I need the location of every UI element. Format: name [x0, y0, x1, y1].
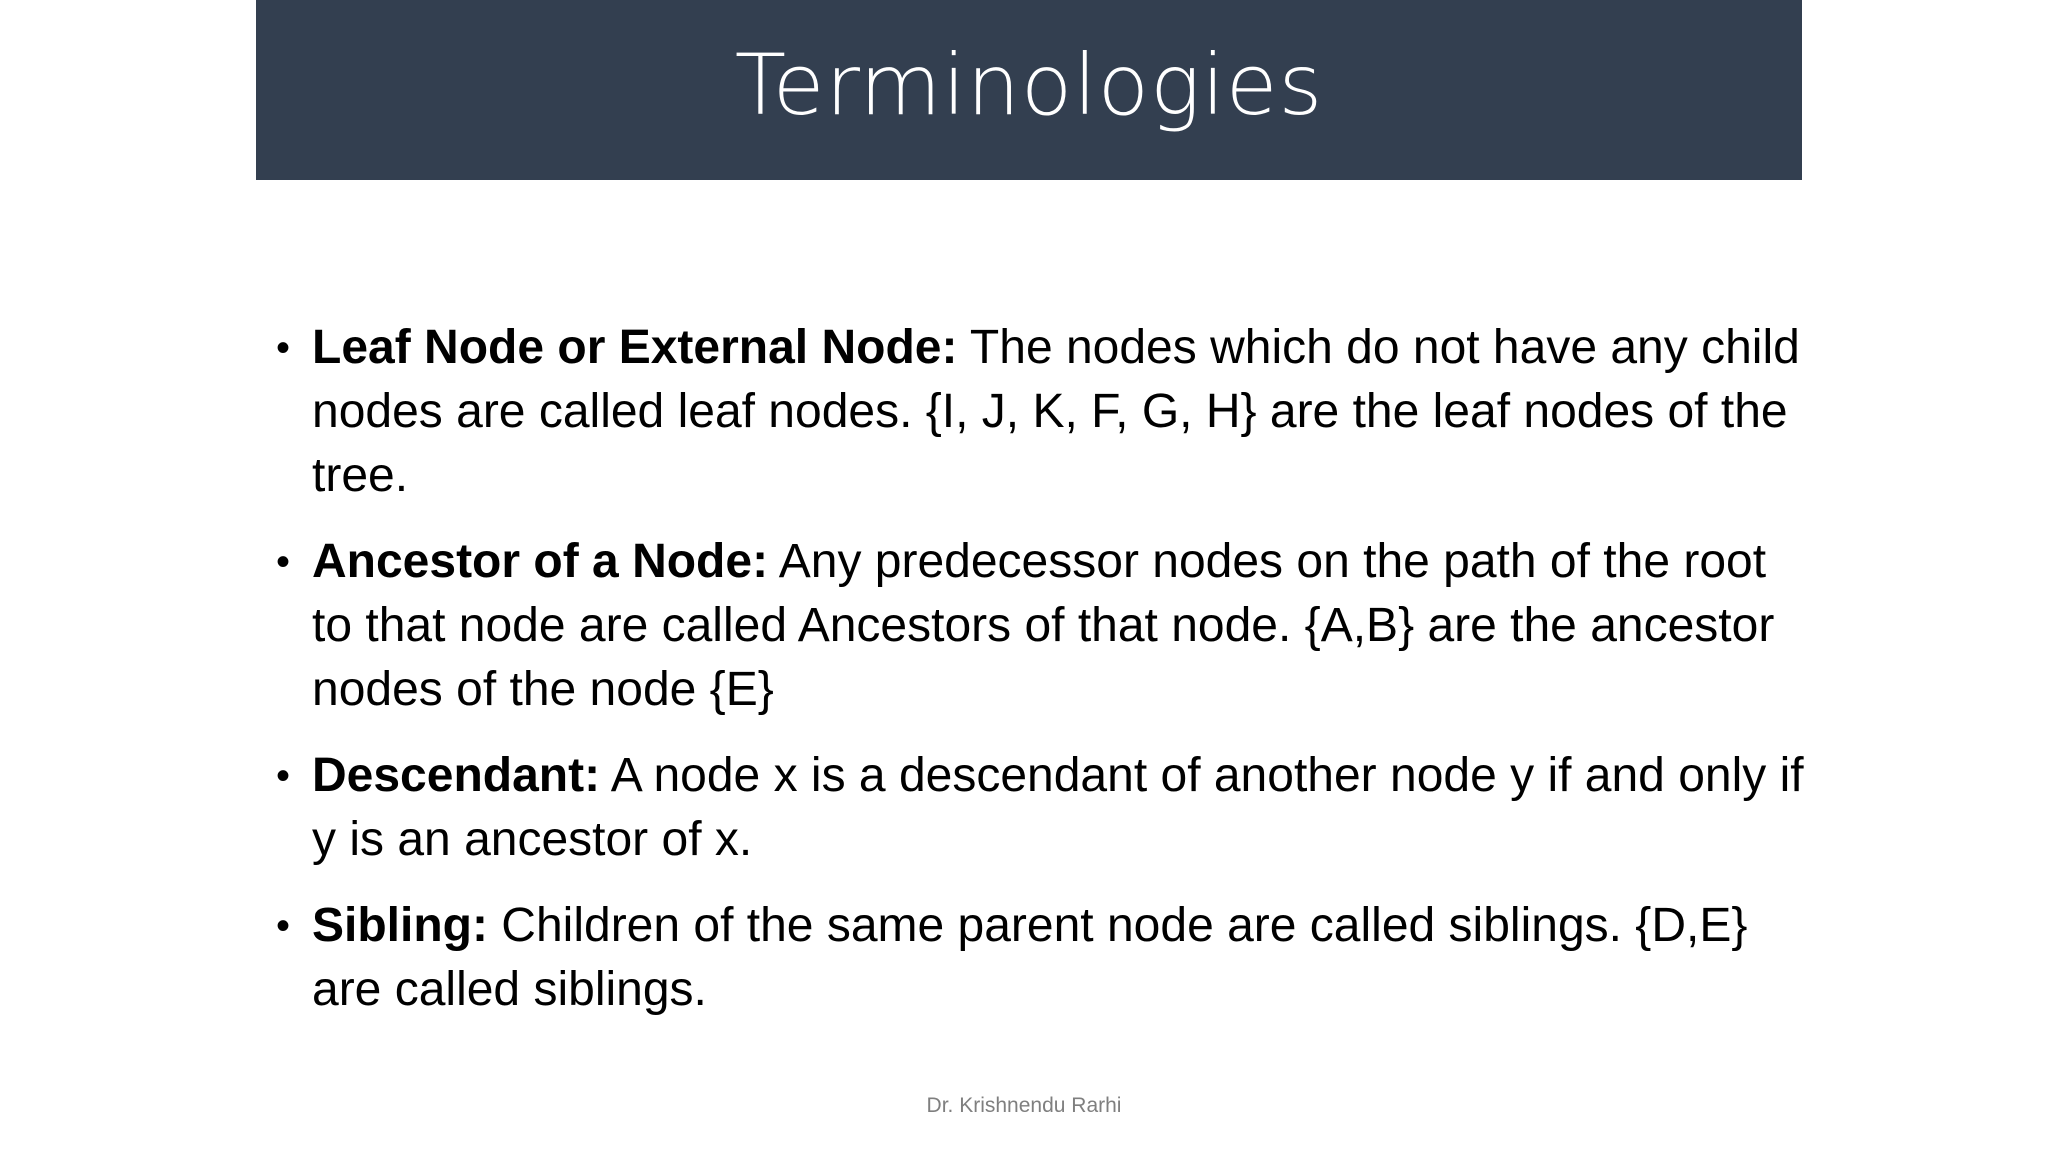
bullet-descendant — [276, 744, 1806, 872]
bullet-dot-icon: • — [276, 754, 291, 798]
bullet-dot-icon: • — [276, 540, 291, 584]
bullet-sibling — [276, 894, 1806, 1022]
bullet-term: Ancestor of a Node: — [312, 535, 769, 588]
bullet-list — [276, 316, 1806, 1044]
bullet-term: Sibling: — [312, 899, 488, 952]
bullet-text: Children of the same parent node are called siblings. {D,E} are called siblings. — [312, 899, 1748, 1016]
bullet-term: Leaf Node or External Node: — [312, 321, 958, 374]
title-bar — [256, 0, 1802, 180]
bullet-term: Descendant: — [312, 749, 601, 802]
bullet-text: The nodes which do not have any child nodes are called leaf nodes. {I, J, K, F, G, H} are the leaf nodes of the tree. — [312, 321, 1800, 502]
bullet-dot-icon: • — [276, 326, 291, 370]
bullet-text: A node x is a descendant of another node y if and only if y is an ancestor of x. — [312, 749, 1804, 866]
bullet-text: Any predecessor nodes on the path of the root to that node are called Ancestors of that node. {A,B} are the ancestor nodes of the node {E} — [312, 535, 1775, 716]
footer-author: Dr. Krishnendu Rarhi — [926, 1094, 1122, 1117]
bullet-leaf-node — [276, 316, 1806, 508]
bullet-ancestor — [276, 530, 1806, 722]
bullet-dot-icon: • — [276, 904, 291, 948]
slide-title: Terminologies — [734, 36, 1324, 134]
